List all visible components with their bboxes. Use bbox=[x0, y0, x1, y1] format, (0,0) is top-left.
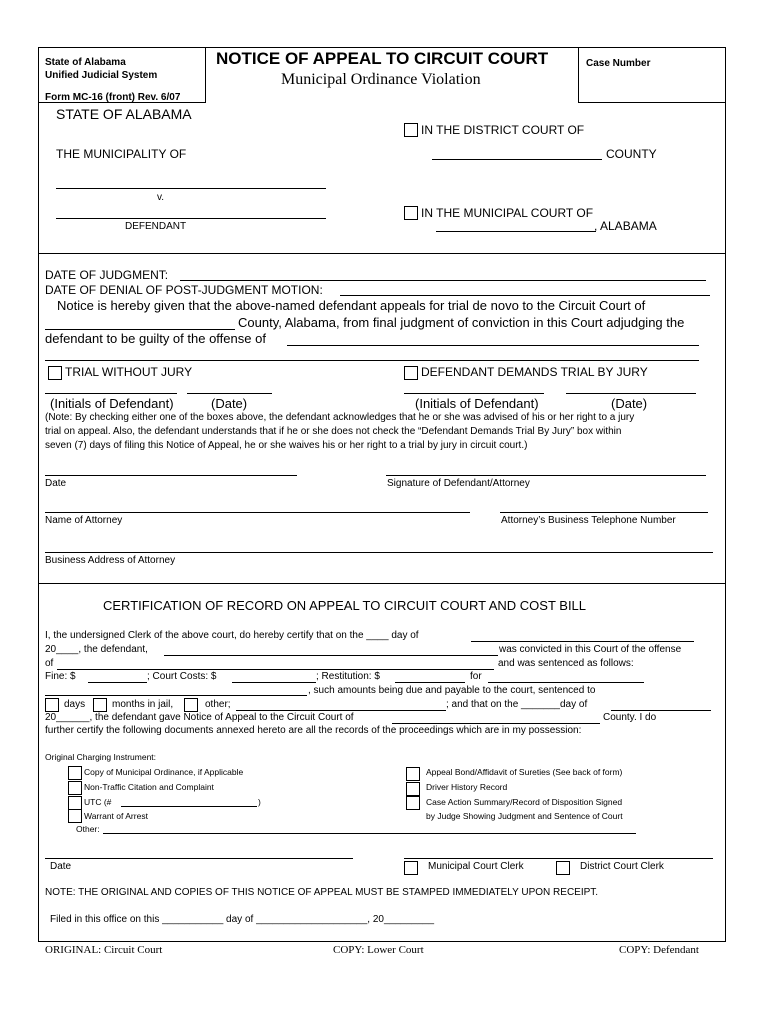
cert-day-of-line[interactable] bbox=[471, 641, 694, 642]
attorney-phone-label: Attorney’s Business Telephone Number bbox=[501, 515, 676, 526]
instrument-label: Original Charging Instrument: bbox=[45, 752, 157, 762]
signature-line[interactable] bbox=[386, 475, 706, 476]
clerk-signature-line[interactable] bbox=[404, 858, 713, 859]
notice-line-2: County, Alabama, from final judgment of conviction in this Court adjudging the bbox=[238, 315, 685, 330]
cert-line-6b: ; and that on the _______day of bbox=[446, 699, 588, 710]
alabama-label: , ALABAMA bbox=[594, 219, 657, 233]
doc-summary-label: Case Action Summary/Record of Disposition Signed bbox=[426, 797, 623, 807]
header-divider-right bbox=[578, 47, 579, 102]
date-denial-label: DATE OF DENIAL OF POST-JUDGMENT MOTION: bbox=[45, 283, 323, 297]
municipality-label: THE MUNICIPALITY OF bbox=[56, 147, 187, 161]
district-clerk-checkbox[interactable] bbox=[556, 861, 570, 875]
attorney-phone-line[interactable] bbox=[500, 512, 708, 513]
attorney-name-label: Name of Attorney bbox=[45, 515, 123, 526]
jail-months-box[interactable] bbox=[93, 698, 107, 712]
doc-other-line[interactable] bbox=[103, 833, 636, 834]
municipality-line[interactable] bbox=[56, 188, 326, 189]
note-line-1: (Note: By checking either one of the boxes above, the defendant acknowledges that he or she was advised of his or her right to a jury bbox=[45, 412, 635, 423]
municipal-court-checkbox[interactable] bbox=[404, 206, 418, 220]
footer-copy-lower: COPY: Lower Court bbox=[333, 944, 424, 956]
clerk-date-label: Date bbox=[50, 861, 72, 872]
filed-line: Filed in this office on this ___________ day of ____________________, 20_________ bbox=[50, 914, 435, 925]
months-label: months in jail, bbox=[112, 699, 174, 710]
cert-line-7a: 20______, the defendant gave Notice of Appeal to the Circuit Court of bbox=[45, 712, 354, 723]
case-number-label: Case Number bbox=[586, 58, 651, 69]
doc-driver-checkbox[interactable] bbox=[406, 782, 420, 796]
cert-line-3a: of bbox=[45, 658, 54, 669]
cert-for-label: for bbox=[470, 671, 482, 682]
date-left-label: (Date) bbox=[211, 396, 248, 411]
defendant-line[interactable] bbox=[56, 218, 326, 219]
notice-line-3: defendant to be guilty of the offense of bbox=[45, 331, 266, 346]
attorney-name-line[interactable] bbox=[45, 512, 470, 513]
cert-for-line[interactable] bbox=[488, 682, 644, 683]
doc-other-label: Other: bbox=[76, 824, 100, 834]
cert-offense-line[interactable] bbox=[57, 669, 494, 670]
doc-warrant-checkbox[interactable] bbox=[68, 809, 82, 823]
page-title: NOTICE OF APPEAL TO CIRCUIT COURT bbox=[216, 49, 549, 68]
trial-without-jury-label: TRIAL WITHOUT JURY bbox=[65, 365, 193, 379]
circuit-county-line[interactable] bbox=[45, 329, 235, 330]
offense-line[interactable] bbox=[287, 345, 699, 346]
days-label: days bbox=[64, 699, 86, 710]
cert-restitution-line[interactable] bbox=[395, 682, 465, 683]
signature-label: Signature of Defendant/Attorney bbox=[387, 478, 530, 489]
cert-restitution-label: ; Restitution: $ bbox=[316, 671, 380, 682]
trial-by-jury-checkbox[interactable] bbox=[404, 366, 418, 380]
date-judgment-line[interactable] bbox=[180, 280, 706, 281]
cert-circuit-county-line[interactable] bbox=[392, 723, 600, 724]
initials-right-label: (Initials of Defendant) bbox=[415, 396, 539, 411]
cert-line-3b: and was sentenced as follows: bbox=[498, 658, 634, 669]
initials-right-line[interactable] bbox=[404, 393, 544, 394]
county-label: COUNTY bbox=[606, 147, 657, 161]
notice-line-1: Notice is hereby given that the above-named defendant appeals for trial de novo to the Circuit Court of bbox=[57, 298, 646, 313]
doc-bond-checkbox[interactable] bbox=[406, 767, 420, 781]
cert-due-line[interactable] bbox=[45, 695, 307, 696]
footer-copy-defendant: COPY: Defendant bbox=[619, 944, 699, 956]
municipal-clerk-checkbox[interactable] bbox=[404, 861, 418, 875]
form-id: Form MC-16 (front) Rev. 6/07 bbox=[45, 92, 181, 103]
district-court-checkbox[interactable] bbox=[404, 123, 418, 137]
doc-citation-checkbox[interactable] bbox=[68, 781, 82, 795]
district-court-label: IN THE DISTRICT COURT OF bbox=[421, 123, 585, 137]
header-case-rule bbox=[578, 102, 725, 103]
cert-court-costs-line[interactable] bbox=[232, 682, 316, 683]
date-right-label: (Date) bbox=[611, 396, 648, 411]
municipal-court-label: IN THE MUNICIPAL COURT OF bbox=[421, 206, 594, 220]
district-clerk-label: District Court Clerk bbox=[580, 861, 664, 872]
section-divider-certification bbox=[38, 583, 725, 584]
municipal-clerk-label: Municipal Court Clerk bbox=[428, 861, 524, 872]
cert-line-7b: County. I do bbox=[603, 712, 657, 723]
doc-utc-label: UTC (# bbox=[84, 797, 112, 807]
doc-driver-label: Driver History Record bbox=[426, 782, 508, 792]
cert-defendant-line[interactable] bbox=[164, 655, 498, 656]
trial-by-jury-label: DEFENDANT DEMANDS TRIAL BY JURY bbox=[421, 365, 648, 379]
agency-line-2: Unified Judicial System bbox=[45, 70, 158, 81]
attorney-address-line[interactable] bbox=[45, 552, 713, 553]
cert-line-2a: 20____, the defendant, bbox=[45, 644, 148, 655]
date-judgment-label: DATE OF JUDGMENT: bbox=[45, 268, 169, 282]
doc-ordinance-label: Copy of Municipal Ordinance, if Applicable bbox=[84, 767, 244, 777]
form-right-border bbox=[725, 47, 726, 942]
date-left-line[interactable] bbox=[187, 393, 272, 394]
offense-line-2[interactable] bbox=[45, 360, 699, 361]
cert-line-2b: was convicted in this Court of the offense bbox=[499, 644, 682, 655]
initials-left-label: (Initials of Defendant) bbox=[50, 396, 174, 411]
cert-fine-line[interactable] bbox=[88, 682, 147, 683]
doc-bond-label: Appeal Bond/Affidavit of Sureties (See back of form) bbox=[426, 767, 623, 777]
doc-citation-label: Non-Traffic Citation and Complaint bbox=[84, 782, 214, 792]
cert-day-of-2-line[interactable] bbox=[611, 710, 711, 711]
county-line[interactable] bbox=[432, 159, 602, 160]
trial-without-jury-checkbox[interactable] bbox=[48, 366, 62, 380]
jail-days-box[interactable] bbox=[45, 698, 59, 712]
doc-warrant-label: Warrant of Arrest bbox=[84, 811, 148, 821]
defendant-label: DEFENDANT bbox=[125, 221, 187, 232]
cert-line-1: I, the undersigned Clerk of the above court, do hereby certify that on the ____ day of bbox=[45, 630, 419, 641]
doc-summary-checkbox[interactable] bbox=[406, 796, 420, 810]
form-left-border bbox=[38, 47, 39, 942]
cert-court-costs-label: ; Court Costs: $ bbox=[147, 671, 217, 682]
header-top-border bbox=[38, 47, 725, 48]
state-label: STATE OF ALABAMA bbox=[56, 106, 192, 122]
attorney-address-label: Business Address of Attorney bbox=[45, 555, 176, 566]
other-sentence-box[interactable] bbox=[184, 698, 198, 712]
initials-left-line[interactable] bbox=[45, 393, 177, 394]
doc-utc-checkbox[interactable] bbox=[68, 796, 82, 810]
note-line-3: seven (7) days of filing this Notice of Appeal, he or she waives his or her right to a trial by jury in circuit court.) bbox=[45, 440, 528, 451]
other-sentence-line[interactable] bbox=[236, 710, 446, 711]
date-signature-line[interactable] bbox=[45, 475, 297, 476]
versus-label: v. bbox=[157, 192, 165, 203]
date-denial-line[interactable] bbox=[340, 295, 710, 296]
date-right-line[interactable] bbox=[566, 393, 696, 394]
other-label: other; bbox=[205, 699, 231, 710]
header-divider-left bbox=[205, 47, 206, 102]
note-line-2: trial on appeal. Also, the defendant understands that if he or she does not check the “Defendant Demands Trial By Jury” box within bbox=[45, 426, 622, 437]
doc-utc-line[interactable] bbox=[121, 806, 257, 807]
clerk-date-line[interactable] bbox=[45, 858, 353, 859]
footer-original: ORIGINAL: Circuit Court bbox=[45, 944, 163, 956]
cert-line-5: , such amounts being due and payable to the court, sentenced to bbox=[308, 685, 596, 696]
page-subtitle: Municipal Ordinance Violation bbox=[281, 71, 481, 88]
cert-fine-label: Fine: $ bbox=[45, 671, 76, 682]
cert-line-8: further certify the following documents annexed hereto are all the records of the proceedings which are in my possession: bbox=[45, 725, 582, 736]
doc-summary-cont: by Judge Showing Judgment and Sentence of Court bbox=[426, 811, 623, 821]
doc-utc-close: ) bbox=[258, 797, 261, 807]
date-signature-label: Date bbox=[45, 478, 67, 489]
section-divider-parties bbox=[38, 253, 725, 254]
certification-title: CERTIFICATION OF RECORD ON APPEAL TO CIRCUIT COURT AND COST BILL bbox=[103, 598, 587, 613]
agency-line-1: State of Alabama bbox=[45, 57, 126, 68]
form-bottom-border bbox=[38, 941, 725, 942]
stamp-note: NOTE: THE ORIGINAL AND COPIES OF THIS NOTICE OF APPEAL MUST BE STAMPED IMMEDIATELY UPON RECEIPT. bbox=[45, 887, 599, 898]
municipality-court-line[interactable] bbox=[436, 231, 596, 232]
doc-ordinance-checkbox[interactable] bbox=[68, 766, 82, 780]
